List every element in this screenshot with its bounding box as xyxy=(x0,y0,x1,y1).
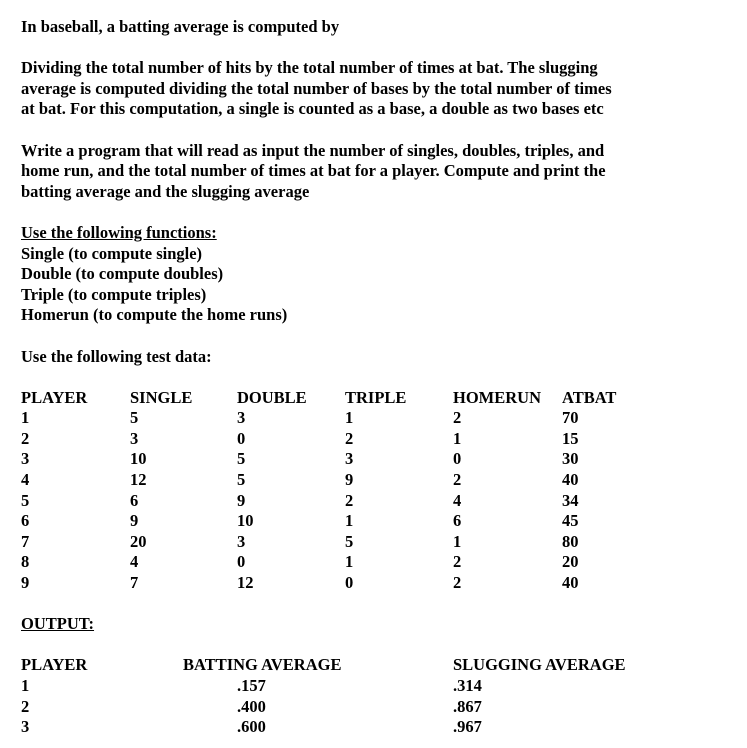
table-cell: 0 xyxy=(453,449,462,469)
table-cell: 8 xyxy=(21,552,30,572)
table-row xyxy=(21,511,731,532)
table-cell: 2 xyxy=(345,428,354,448)
table-cell: 2 xyxy=(453,552,462,572)
table-cell: 6 xyxy=(130,490,139,510)
text-line: at bat. For this computation, a single is counted as a base, a double as two bases etc xyxy=(21,99,604,119)
intro-paragraph-task xyxy=(21,141,731,203)
table-cell: 30 xyxy=(562,449,579,469)
spacer xyxy=(21,367,731,388)
function-item: Homerun (to compute the home runs) xyxy=(21,305,288,325)
text-line: Write a program that will read as input the number of singles, doubles, triples, and xyxy=(21,140,605,160)
column-header: TRIPLE xyxy=(345,387,407,407)
table-cell: 0 xyxy=(237,552,246,572)
spacer xyxy=(21,635,731,656)
table-cell: 4 xyxy=(21,470,30,490)
table-cell: 3 xyxy=(21,449,30,469)
spacer xyxy=(21,202,731,223)
table-cell: .314 xyxy=(453,676,482,695)
table-cell: 80 xyxy=(562,531,579,551)
column-header: BATTING AVERAGE xyxy=(183,655,342,675)
output-heading: OUTPUT: xyxy=(21,614,95,634)
test-data-table xyxy=(21,388,731,594)
column-header: SINGLE xyxy=(130,387,193,407)
output-table xyxy=(21,655,731,737)
table-row xyxy=(21,552,731,573)
table-cell: 1 xyxy=(453,531,462,551)
function-item: Triple (to compute triples) xyxy=(21,284,207,304)
table-cell: 1 xyxy=(453,428,462,448)
functions-heading: Use the following functions: xyxy=(21,222,217,242)
table-cell: 0 xyxy=(345,573,354,593)
table-row xyxy=(21,573,731,594)
spacer xyxy=(21,120,731,141)
table-cell: 6 xyxy=(21,511,30,531)
table-row xyxy=(21,491,731,512)
table-header-row xyxy=(21,388,731,409)
column-header: PLAYER xyxy=(21,655,88,675)
table-cell: 9 xyxy=(21,573,30,593)
table-cell: 0 xyxy=(237,428,246,448)
spacer xyxy=(21,38,731,59)
table-cell: 7 xyxy=(21,531,30,551)
table-cell: 9 xyxy=(237,490,246,510)
column-header: ATBAT xyxy=(562,387,617,407)
function-item: Double (to compute doubles) xyxy=(21,264,224,284)
table-cell: 1 xyxy=(21,408,30,428)
table-cell: 20 xyxy=(562,552,579,572)
table-header-row xyxy=(21,655,731,676)
table-cell: 2 xyxy=(453,408,462,428)
intro-paragraph-definition xyxy=(21,58,731,120)
table-cell: 12 xyxy=(130,470,147,490)
table-row xyxy=(21,449,731,470)
table-cell: 20 xyxy=(130,531,147,551)
table-cell: 1 xyxy=(345,408,354,428)
text-line: batting average and the slugging average xyxy=(21,181,310,201)
table-cell: 2 xyxy=(345,490,354,510)
table-cell: 3 xyxy=(237,408,246,428)
table-cell: 40 xyxy=(562,470,579,490)
table-cell: 5 xyxy=(237,470,246,490)
spacer xyxy=(21,594,731,615)
table-cell: 4 xyxy=(453,490,462,510)
spacer xyxy=(21,326,731,347)
table-cell: 5 xyxy=(345,531,354,551)
table-row xyxy=(21,697,731,718)
text-line: home run, and the total number of times at bat for a player. Compute and print the xyxy=(21,161,606,181)
table-cell: .600 xyxy=(237,717,266,737)
table-cell: 3 xyxy=(21,717,30,737)
table-row xyxy=(21,429,731,450)
table-cell: 10 xyxy=(237,511,254,531)
table-cell: 7 xyxy=(130,573,139,593)
table-cell: 9 xyxy=(130,511,139,531)
table-row xyxy=(21,532,731,553)
text-line: average is computed dividing the total number of bases by the total number of times xyxy=(21,78,612,98)
table-cell: 2 xyxy=(453,470,462,490)
function-item: Single (to compute single) xyxy=(21,243,203,263)
table-cell: 40 xyxy=(562,573,579,593)
text-line: Dividing the total number of hits by the total number of times at bat. The slugging xyxy=(21,58,598,78)
table-row xyxy=(21,676,731,697)
table-cell: 1 xyxy=(345,552,354,572)
table-cell: 10 xyxy=(130,449,147,469)
column-header: SLUGGING AVERAGE xyxy=(453,655,626,675)
column-header: HOMERUN xyxy=(453,387,541,407)
table-cell: 15 xyxy=(562,428,579,448)
assignment-document xyxy=(21,17,731,738)
table-cell: 34 xyxy=(562,490,579,510)
column-header: DOUBLE xyxy=(237,387,307,407)
table-cell: .400 xyxy=(237,696,266,716)
table-cell: 6 xyxy=(453,511,462,531)
table-cell: .967 xyxy=(453,717,482,737)
table-cell: 45 xyxy=(562,511,579,531)
table-cell: 2 xyxy=(453,573,462,593)
table-cell: 3 xyxy=(237,531,246,551)
table-cell: 12 xyxy=(237,573,254,593)
test-data-heading: Use the following test data: xyxy=(21,346,212,366)
table-cell: 1 xyxy=(21,676,30,695)
intro-line: In baseball, a batting average is computed by xyxy=(21,17,340,36)
table-row xyxy=(21,717,731,738)
table-cell: 5 xyxy=(237,449,246,469)
table-cell: 2 xyxy=(21,428,30,448)
table-cell: 3 xyxy=(345,449,354,469)
table-cell: 5 xyxy=(21,490,30,510)
functions-section xyxy=(21,223,731,326)
table-row xyxy=(21,408,731,429)
table-row xyxy=(21,470,731,491)
table-cell: 70 xyxy=(562,408,579,428)
table-cell: 9 xyxy=(345,470,354,490)
table-cell: .867 xyxy=(453,696,482,716)
table-cell: 3 xyxy=(130,428,139,448)
table-cell: 4 xyxy=(130,552,139,572)
table-cell: 1 xyxy=(345,511,354,531)
table-cell: .157 xyxy=(237,676,266,695)
table-cell: 2 xyxy=(21,696,30,716)
table-cell: 5 xyxy=(130,408,139,428)
column-header: PLAYER xyxy=(21,387,88,407)
